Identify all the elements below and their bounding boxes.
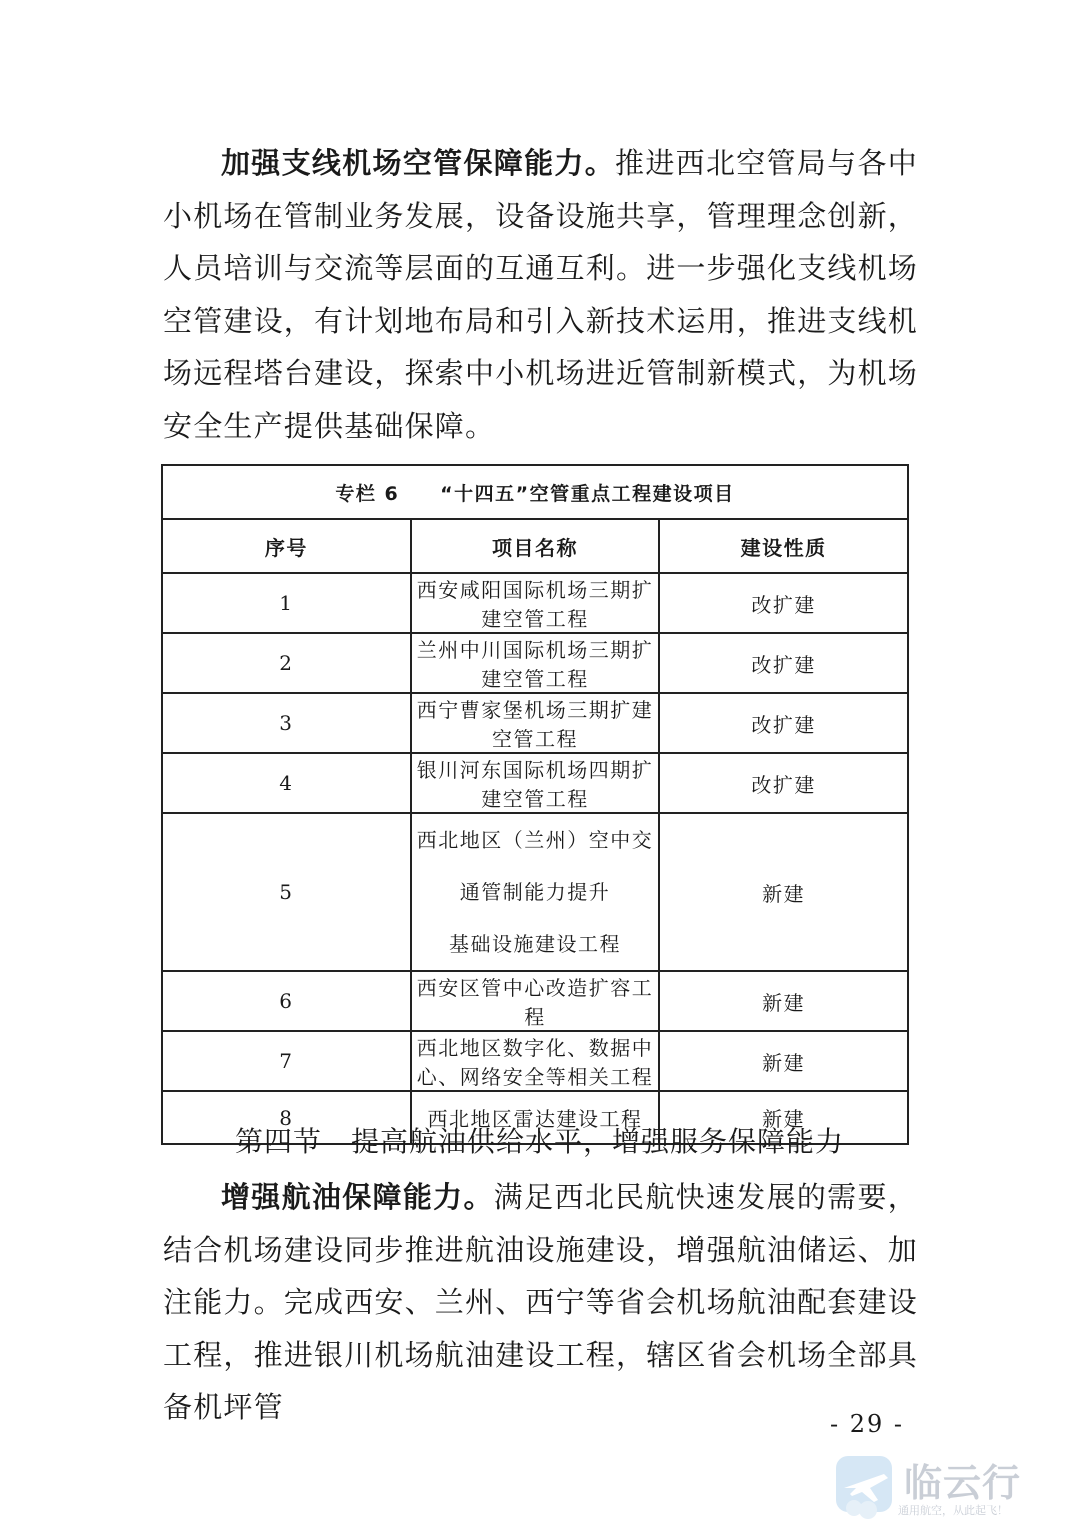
table-row bbox=[162, 573, 908, 633]
cell-name: 银川河东国际机场四期扩建空管工程 bbox=[411, 753, 660, 813]
cell-nature: 新建 bbox=[659, 971, 908, 1031]
watermark-slogan: 通用航空，从此起飞！ bbox=[898, 1504, 1008, 1517]
cell-no: 5 bbox=[162, 813, 411, 971]
header-no: 序号 bbox=[162, 519, 411, 573]
cell-name: 西北地区数字化、数据中心、网络安全等相关工程 bbox=[411, 1031, 660, 1091]
table-row bbox=[162, 633, 908, 693]
cell-no: 2 bbox=[162, 633, 411, 693]
cell-nature: 改扩建 bbox=[659, 573, 908, 633]
cell-nature: 新建 bbox=[659, 1091, 908, 1144]
atc-projects-table bbox=[161, 464, 909, 1145]
watermark-brand: 临云行 bbox=[904, 1461, 1022, 1505]
cell-no: 8 bbox=[162, 1091, 411, 1144]
cell-name: 西宁曹家堡机场三期扩建空管工程 bbox=[411, 693, 660, 753]
table-row bbox=[162, 693, 908, 753]
table-row bbox=[162, 753, 908, 813]
cell-name-line1: 西北地区（兰州）空中交通管制能力提升 bbox=[416, 828, 654, 904]
table-caption: 专栏 6 “十四五”空管重点工程建设项目 bbox=[162, 465, 908, 519]
table-row bbox=[162, 1031, 908, 1091]
paragraph-body: 满足西北民航快速发展的需要，结合机场建设同步推进航油设施建设，增强航油储运、加注能力。完成西安、兰州、西宁等省会机场航油配套建设工程，推进银川机场航油建设工程，辖区省会机场全部具备机坪管 bbox=[163, 1180, 919, 1424]
header-nature: 建设性质 bbox=[659, 519, 908, 573]
cell-no: 4 bbox=[162, 753, 411, 813]
cell-name: 西安咸阳国际机场三期扩建空管工程 bbox=[411, 573, 660, 633]
cell-no: 3 bbox=[162, 693, 411, 753]
header-name: 项目名称 bbox=[411, 519, 660, 573]
cell-nature: 改扩建 bbox=[659, 633, 908, 693]
paragraph-fuel-support bbox=[163, 1171, 918, 1434]
cell-nature: 新建 bbox=[659, 813, 908, 971]
page-number: - 29 - bbox=[830, 1410, 905, 1438]
cell-nature: 改扩建 bbox=[659, 693, 908, 753]
cell-nature: 新建 bbox=[659, 1031, 908, 1091]
section-heading: 第四节 提高航油供给水平，增强服务保障能力 bbox=[235, 1125, 845, 1158]
cell-name: 西北地区雷达建设工程 bbox=[411, 1091, 660, 1144]
cell-no: 1 bbox=[162, 573, 411, 633]
cell-no: 7 bbox=[162, 1031, 411, 1091]
cell-name bbox=[411, 813, 660, 971]
paragraph-atc-support bbox=[163, 137, 918, 452]
watermark bbox=[834, 1450, 1044, 1526]
paragraph-body: 推进西北空管局与各中小机场在管制业务发展，设备设施共享，管理理念创新，人员培训与交流等层面的互通互利。进一步强化支线机场空管建设，有计划地布局和引入新技术运用，推进支线机场远程塔台建设，探索中小机场进近管制新模式，为机场安全生产提供基础保障。 bbox=[163, 146, 919, 443]
cell-nature: 改扩建 bbox=[659, 753, 908, 813]
cell-name: 兰州中川国际机场三期扩建空管工程 bbox=[411, 633, 660, 693]
cell-name-line2: 基础设施建设工程 bbox=[448, 932, 621, 956]
table-row bbox=[162, 813, 908, 971]
paragraph-lead: 加强支线机场空管保障能力。 bbox=[221, 146, 616, 180]
plane-cloud-icon bbox=[834, 1450, 896, 1522]
paragraph-lead: 增强航油保障能力。 bbox=[221, 1180, 494, 1214]
cell-no: 6 bbox=[162, 971, 411, 1031]
cell-name: 西安区管中心改造扩容工程 bbox=[411, 971, 660, 1031]
table-row bbox=[162, 971, 908, 1031]
